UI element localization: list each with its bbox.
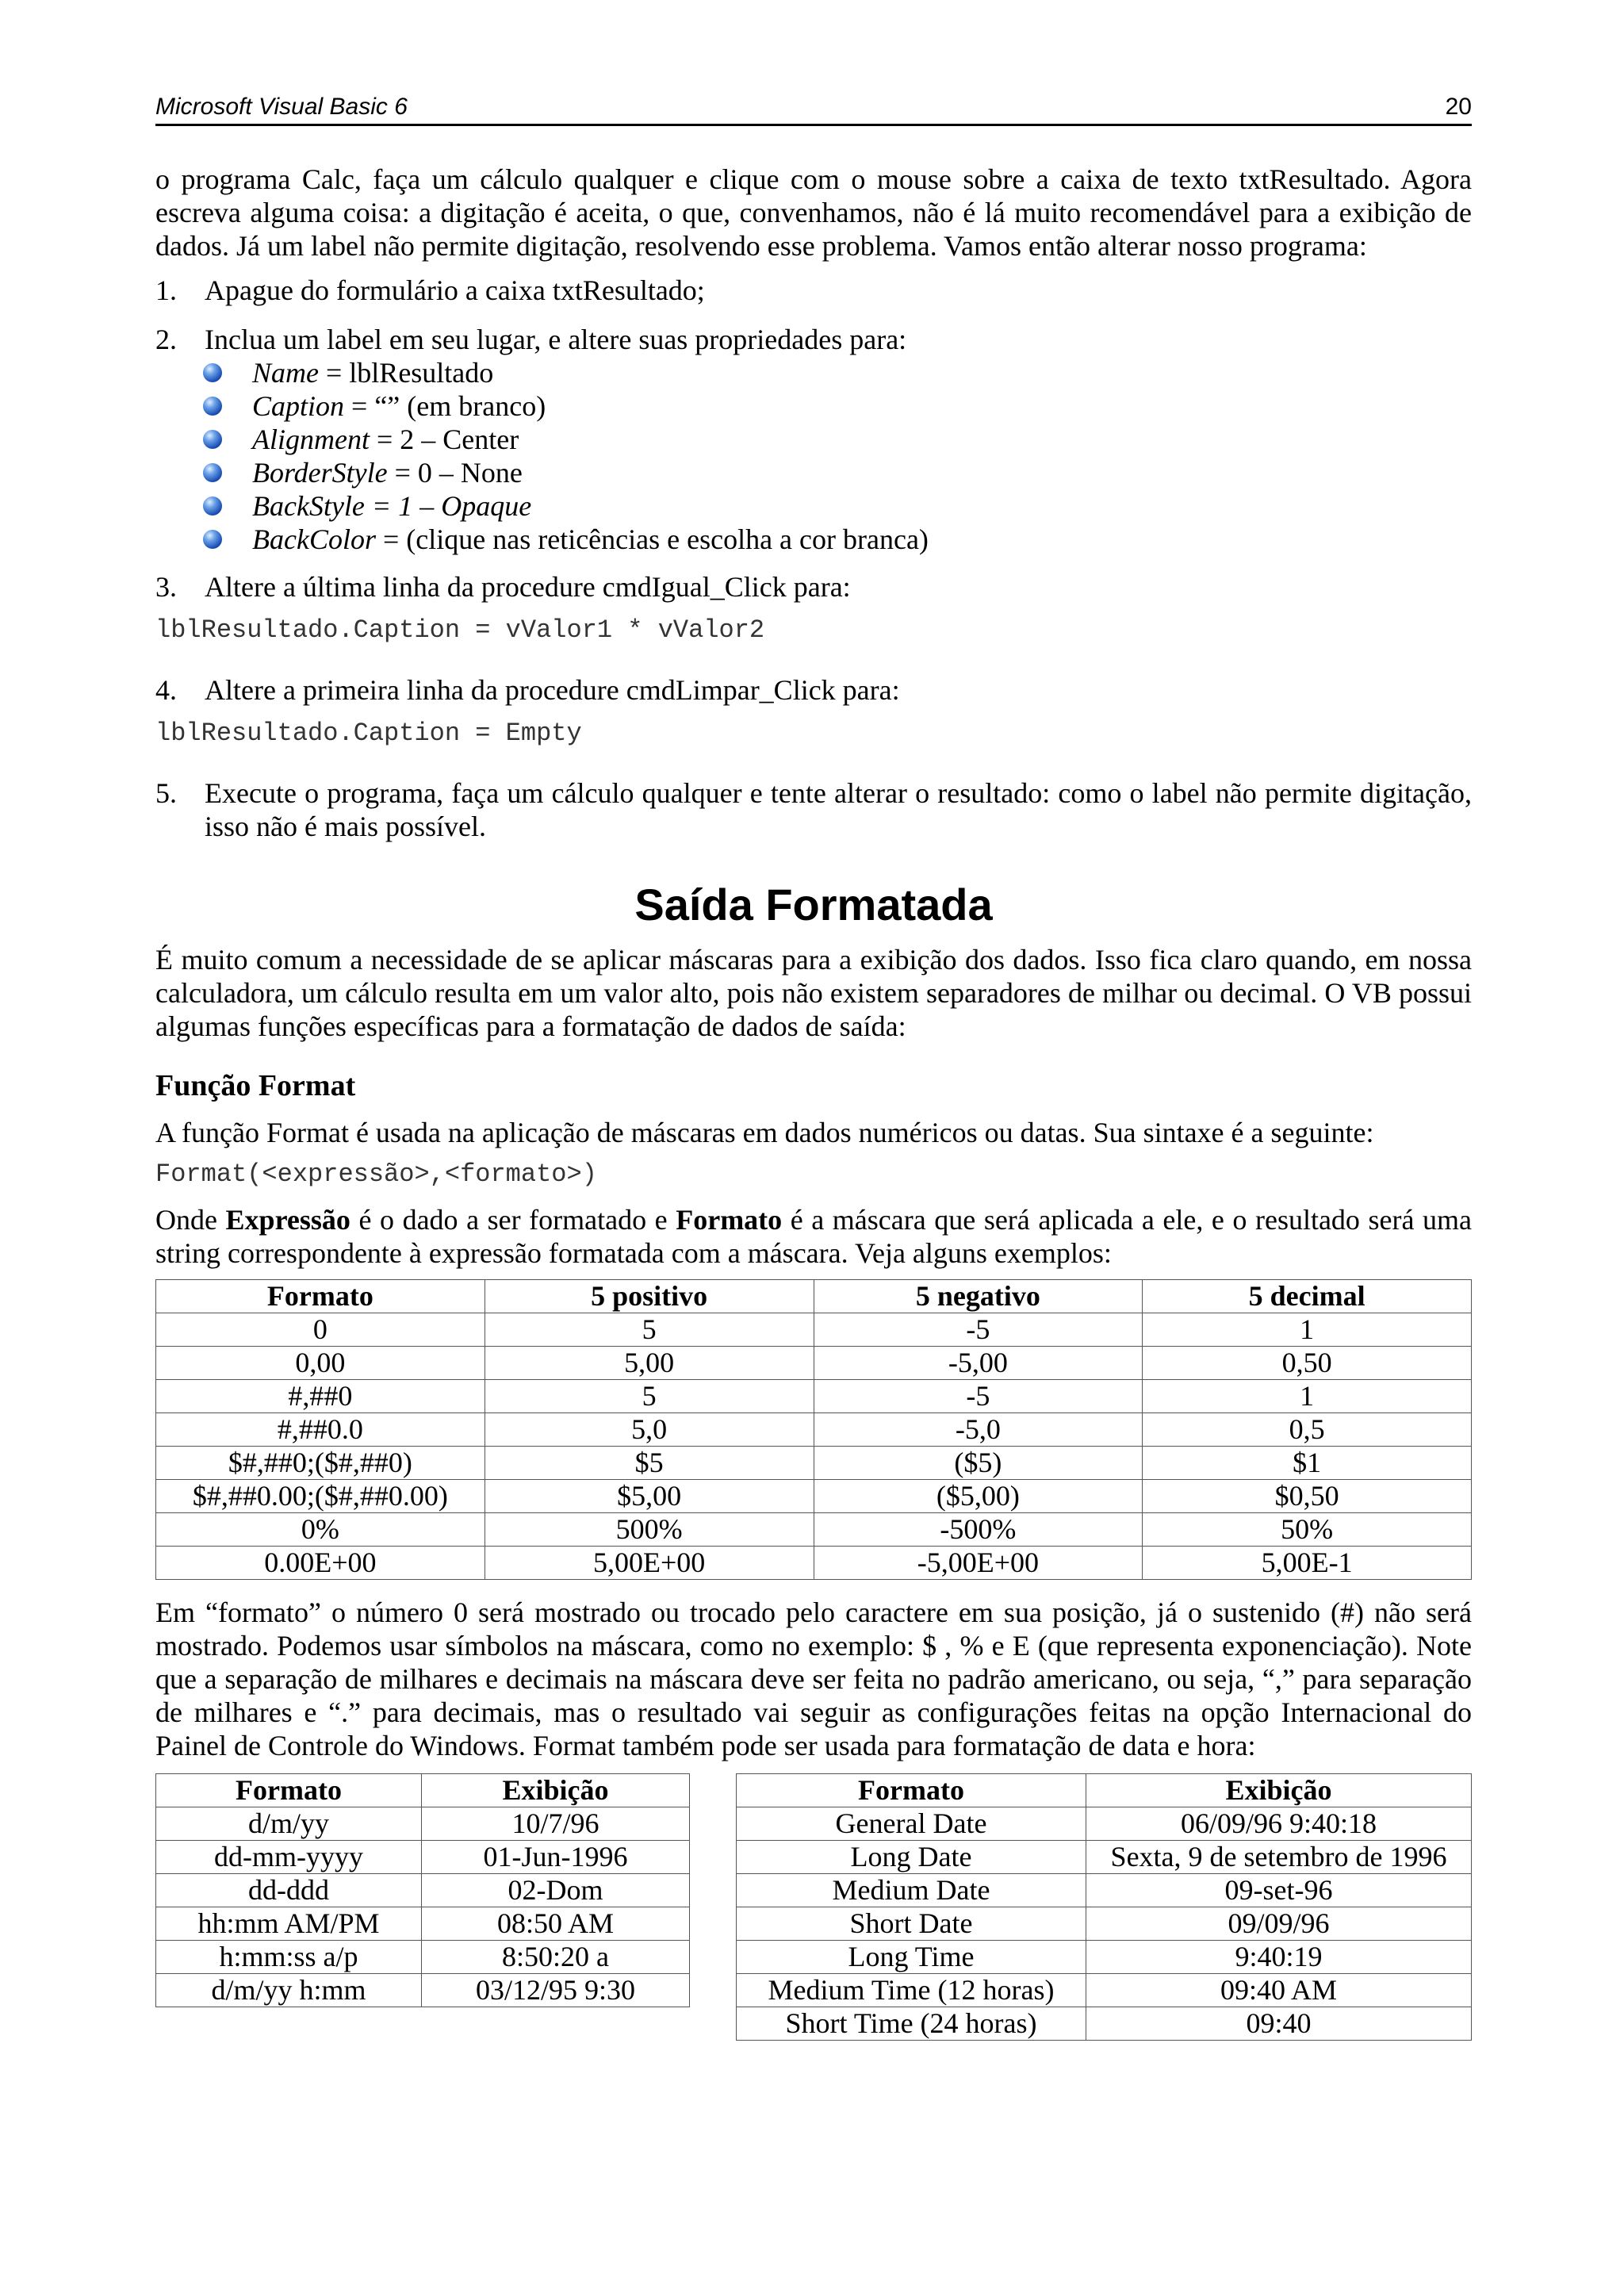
format-syntax: Format(<expressão>,<formato>) <box>155 1159 597 1189</box>
list-item: Alignment = 2 – Center <box>203 423 1472 456</box>
list-item: BorderStyle = 0 – None <box>203 456 1472 489</box>
table-row: d/m/yy 10/7/96 <box>156 1807 690 1841</box>
date-format-table-right <box>736 1773 1472 2041</box>
table-row: #,##0.0 5,0 -5,0 0,5 <box>156 1413 1472 1447</box>
properties-list <box>155 356 1472 556</box>
table-row: $#,##0.00;($#,##0.00) $5,00 ($5,00) $0,50 <box>156 1480 1472 1513</box>
table-header-row: Formato Exibição <box>737 1774 1472 1807</box>
bullet-icon <box>203 463 222 482</box>
step-1: 1. Apague do formulário a caixa txtResultado; <box>155 274 705 306</box>
table-row: Medium Date 09-set-96 <box>737 1874 1472 1907</box>
table-row: Medium Time (12 horas) 09:40 AM <box>737 1974 1472 2007</box>
table-row: Short Time (24 horas) 09:40 <box>737 2007 1472 2041</box>
step-3: 3. Altere a última linha da procedure cmdIgual_Click para: <box>155 571 851 603</box>
list-item: Caption = “” (em branco) <box>203 389 1472 423</box>
code-line: lblResultado.Caption = vValor1 * vValor2 <box>155 615 765 645</box>
list-item: BackColor = (clique nas reticências e escolha a cor branca) <box>203 523 1472 556</box>
table-row: h:mm:ss a/p 8:50:20 a <box>156 1941 690 1974</box>
page-header <box>155 94 1472 126</box>
table-row: $#,##0;($#,##0) $5 ($5) $1 <box>156 1447 1472 1480</box>
step-2: 2. Inclua um label em seu lugar, e altere suas propriedades para: <box>155 324 907 355</box>
document-page <box>155 94 1472 2041</box>
table-row: 0,00 5,00 -5,00 0,50 <box>156 1347 1472 1380</box>
numeric-format-table <box>155 1279 1472 1580</box>
table-row: 0 5 -5 1 <box>156 1313 1472 1347</box>
bullet-icon <box>203 430 222 449</box>
page-number: 20 <box>1445 94 1472 120</box>
header-title: Microsoft Visual Basic 6 <box>155 94 408 120</box>
table-header-row: Formato 5 positivo 5 negativo 5 decimal <box>156 1280 1472 1313</box>
list-item: Name = lblResultado <box>203 356 1472 389</box>
bullet-icon <box>203 530 222 549</box>
subsection-title: Função Format <box>155 1069 356 1102</box>
section-title: Saída Formatada <box>634 880 993 930</box>
table-row: 0% 500% -500% 50% <box>156 1513 1472 1547</box>
bullet-icon <box>203 397 222 416</box>
table-row: Long Date Sexta, 9 de setembro de 1996 <box>737 1841 1472 1874</box>
table-row: dd-mm-yyyy 01-Jun-1996 <box>156 1841 690 1874</box>
table-row: hh:mm AM/PM 08:50 AM <box>156 1907 690 1941</box>
table-header-row: Formato Exibição <box>156 1774 690 1807</box>
table-row: Long Time 9:40:19 <box>737 1941 1472 1974</box>
table-row: 0.00E+00 5,00E+00 -5,00E+00 5,00E-1 <box>156 1547 1472 1580</box>
list-item: BackStyle = 1 – Opaque <box>203 489 1472 523</box>
section-intro: É muito comum a necessidade de se aplicar máscaras para a exibição dos dados. Isso fica claro quando, em nossa calculadora, um cálculo resulta em um valor alto, pois não existem separadores de milhar ou decimal. O VB possui algumas funções específicas para a formatação de dados de saída: <box>155 944 1472 1042</box>
table-row: #,##0 5 -5 1 <box>156 1380 1472 1413</box>
table-row: General Date 06/09/96 9:40:18 <box>737 1807 1472 1841</box>
intro-paragraph: o programa Calc, faça um cálculo qualquer e clique com o mouse sobre a caixa de texto txtResultado. Agora escreva alguma coisa: a digitação é aceita, o que, convenhamos, não é lá muito recomendável para a exibição de dados. Já um label não permite digitação, resolvendo esse problema. Vamos então alterar nosso programa: <box>155 163 1472 262</box>
bullet-icon <box>203 496 222 516</box>
code-line: lblResultado.Caption = Empty <box>155 719 582 748</box>
explanation-paragraph: Em “formato” o número 0 será mostrado ou trocado pelo caractere em sua posição, já o sustenido (#) não será mostrado. Podemos usar símbolos na máscara, como no exemplo: $ , % e E (que representa exponenciação). Note que a separação de milhares e decimais na máscara deve ser feita no padrão americano, ou seja, “,” para separação de milhares e “.” para decimais, mas o resultado vai seguir as configurações feitas na opção Internacional do Painel de Controle do Windows. Format também pode ser usada para formatação de data e hora: <box>155 1596 1472 1761</box>
format-description: A função Format é usada na aplicação de máscaras em dados numéricos ou datas. Sua sintaxe é a seguinte: <box>155 1117 1374 1148</box>
table-row: Short Date 09/09/96 <box>737 1907 1472 1941</box>
bullet-icon <box>203 363 222 382</box>
date-format-table-left <box>155 1773 690 2007</box>
table-row: dd-ddd 02-Dom <box>156 1874 690 1907</box>
onde-paragraph: Onde Expressão é o dado a ser formatado e Formato é a máscara que será aplicada a ele, e o resultado será uma string correspondente à expressão formatada com a máscara. Veja alguns exemplos: <box>155 1204 1472 1269</box>
step-4: 4. Altere a primeira linha da procedure cmdLimpar_Click para: <box>155 674 900 706</box>
date-tables <box>155 1773 1472 2041</box>
table-row: d/m/yy h:mm 03/12/95 9:30 <box>156 1974 690 2007</box>
step-5: 5. Execute o programa, faça um cálculo qualquer e tente alterar o resultado: como o label não permite digitação, isso não é mais possível. <box>155 777 1472 842</box>
